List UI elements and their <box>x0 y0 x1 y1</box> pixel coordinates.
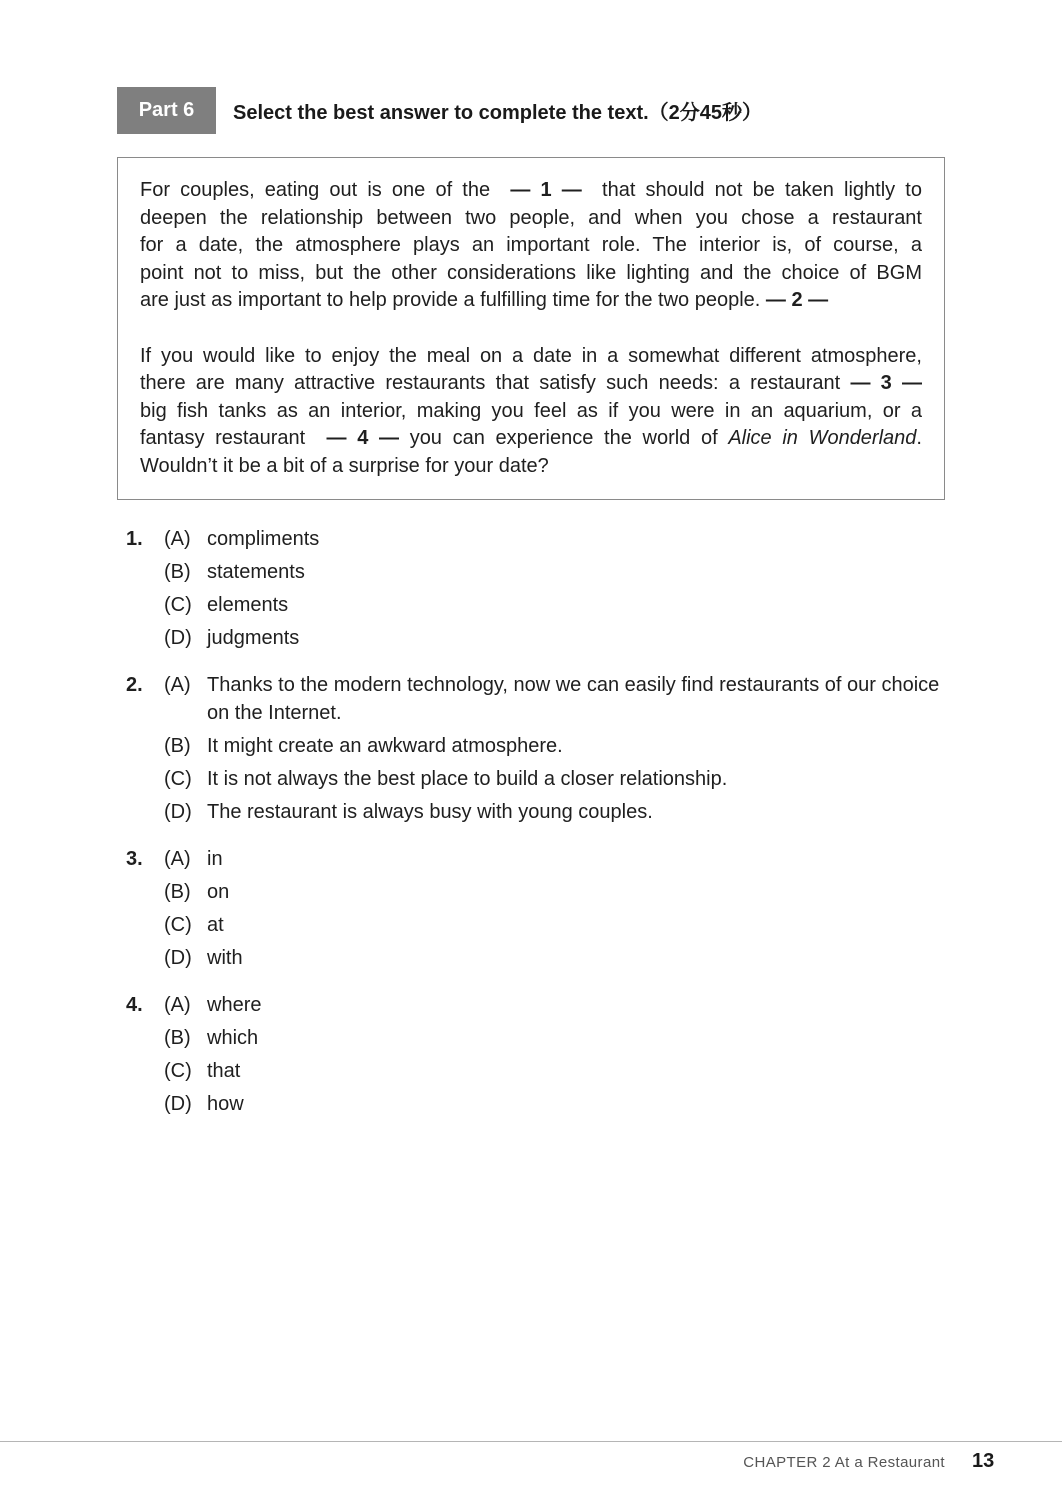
option-letter: (A) <box>164 528 191 550</box>
blank-2: — 2 — <box>765 289 829 312</box>
option-letter: (A) <box>164 674 191 696</box>
option-letter: (B) <box>164 561 191 583</box>
answer-option[interactable] <box>164 796 946 829</box>
option-text: judgments <box>207 627 300 649</box>
answer-option[interactable] <box>164 1022 946 1055</box>
option-letter: (C) <box>164 594 192 616</box>
passage-line: deepen the relationship between two people, and when you chose a restaurant <box>140 206 922 229</box>
answer-option[interactable] <box>164 763 946 796</box>
part-header <box>117 87 762 134</box>
passage-line: If you would like to enjoy the meal on a date in a somewhat different atmosphere, <box>140 344 922 367</box>
option-text: Thanks to the modern technology, now we can easily find restaurants of our choice on the Internet. <box>207 674 940 724</box>
option-letter: (A) <box>164 994 191 1017</box>
answer-option[interactable] <box>164 589 946 622</box>
answer-option[interactable] <box>164 622 946 655</box>
question-3 <box>126 843 946 975</box>
passage-line <box>140 425 922 453</box>
option-text: It is not always the best place to build a closer relationship. <box>207 768 728 791</box>
passage-line: for a date, the atmosphere plays an important role. The interior is, of course, a <box>140 234 922 257</box>
passage-line <box>140 287 922 315</box>
answer-option[interactable] <box>164 523 946 556</box>
option-letter: (D) <box>164 947 192 970</box>
option-text: compliments <box>207 528 320 550</box>
passage-paragraph-2 <box>140 343 922 481</box>
option-text: which <box>207 1027 259 1050</box>
option-text: with <box>207 947 243 970</box>
instruction-text: Select the best answer to complete the text.（2分45秒） <box>233 102 763 124</box>
passage-line: Wouldn’t it be a bit of a surprise for your date? <box>140 454 549 477</box>
passage-box <box>117 157 945 500</box>
part-badge: Part 6 <box>117 87 216 134</box>
option-text: that <box>207 1060 241 1083</box>
passage-line: big fish tanks as an interior, making you feel as if you were in an aquarium, or a <box>140 399 922 422</box>
option-letter: (C) <box>164 914 192 937</box>
option-text: at <box>207 914 224 937</box>
passage-text: that should not be taken lightly to <box>602 179 922 201</box>
passage-paragraph-1 <box>140 177 922 315</box>
option-text: statements <box>207 561 305 583</box>
option-text: elements <box>207 594 289 616</box>
answer-option[interactable] <box>164 730 946 763</box>
answer-option[interactable] <box>164 556 946 589</box>
answer-option[interactable] <box>164 1055 946 1088</box>
option-letter: (B) <box>164 735 191 758</box>
blank-1: — 1 — <box>510 179 582 201</box>
option-letter: (C) <box>164 1060 192 1083</box>
passage-text: For couples, eating out is one of the <box>140 179 491 201</box>
passage-text: you can experience the world of <box>409 427 718 450</box>
footer-divider <box>0 1441 1062 1442</box>
answer-option[interactable] <box>164 989 946 1022</box>
book-title: Alice in Wonderland <box>728 427 917 450</box>
question-number: 2. <box>126 674 143 696</box>
blank-3: — 3 — <box>850 372 922 395</box>
question-4 <box>126 989 946 1121</box>
question-number: 4. <box>126 994 143 1017</box>
answer-option[interactable] <box>164 1088 946 1121</box>
option-text: how <box>207 1093 244 1116</box>
passage-line: point not to miss, but the other considerations like lighting and the choice of BGM <box>140 261 922 284</box>
passage-text: fantasy restaurant <box>140 427 306 450</box>
answer-option[interactable] <box>164 942 946 975</box>
passage-text: . <box>916 427 922 450</box>
answer-option[interactable] <box>164 876 946 909</box>
option-letter: (A) <box>164 848 191 871</box>
answer-option[interactable] <box>164 909 946 942</box>
option-letter: (B) <box>164 1027 191 1050</box>
page-number: 13 <box>972 1450 995 1472</box>
blank-4: — 4 — <box>326 427 400 450</box>
question-2 <box>126 669 946 829</box>
footer-chapter-title: CHAPTER 2 At a Restaurant <box>743 1454 945 1471</box>
option-letter: (D) <box>164 627 192 649</box>
option-letter: (D) <box>164 1093 192 1116</box>
question-number: 1. <box>126 528 143 550</box>
option-letter: (D) <box>164 801 192 824</box>
option-text: in <box>207 848 223 871</box>
option-text: The restaurant is always busy with young couples. <box>207 801 653 824</box>
question-number: 3. <box>126 848 143 871</box>
option-text: It might create an awkward atmosphere. <box>207 735 563 758</box>
answer-option[interactable] <box>164 669 946 730</box>
passage-text: there are many attractive restaurants that satisfy such needs: a restaurant <box>140 372 841 395</box>
answer-option[interactable] <box>164 843 946 876</box>
question-1 <box>126 523 946 655</box>
passage-line <box>140 177 922 205</box>
option-letter: (B) <box>164 881 191 904</box>
question-list <box>126 523 946 1121</box>
option-text: where <box>207 994 262 1017</box>
option-letter: (C) <box>164 768 192 791</box>
passage-text: are just as important to help provide a fulfilling time for the two people. <box>140 289 761 312</box>
passage-line <box>140 370 922 398</box>
option-text: on <box>207 881 230 904</box>
